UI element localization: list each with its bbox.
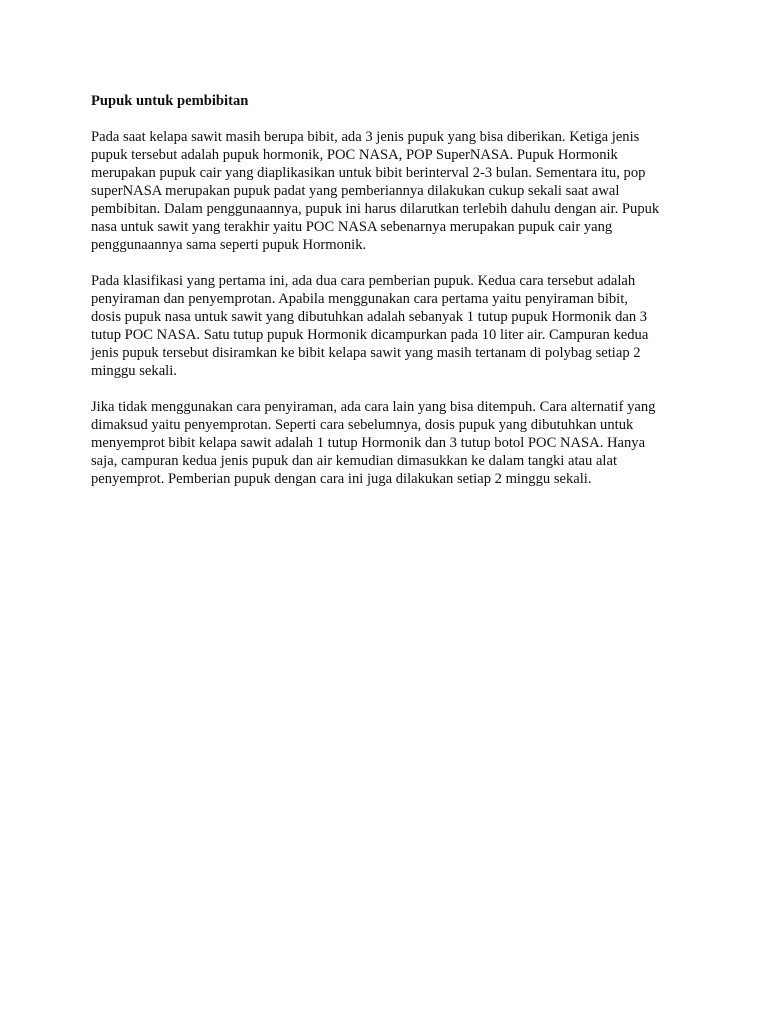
paragraph-line: Pada saat kelapa sawit masih berupa bibit, ada 3 jenis pupuk yang bisa diberikan. Ketiga jenis xyxy=(91,129,640,145)
paragraph-line: minggu sekali. xyxy=(91,363,177,379)
document-body xyxy=(91,92,687,506)
paragraph-line: pupuk tersebut adalah pupuk hormonik, POC NASA, POP SuperNASA. Pupuk Hormonik xyxy=(91,147,618,163)
paragraph-line: menyemprot bibit kelapa sawit adalah 1 tutup Hormonik dan 3 tutup botol POC NASA. Hanya xyxy=(91,435,646,451)
paragraph-line: merupakan pupuk cair yang diaplikasikan untuk bibit berinterval 2-3 bulan. Sementara itu, pop xyxy=(91,165,646,181)
paragraph-line: saja, campuran kedua jenis pupuk dan air kemudian dimasukkan ke dalam tangki atau alat xyxy=(91,453,618,469)
document-title: Pupuk untuk pembibitan xyxy=(91,93,249,109)
paragraph-line: nasa untuk sawit yang terakhir yaitu POC NASA sebenarnya merupakan pupuk cair yang xyxy=(91,219,613,235)
paragraph-line: dosis pupuk nasa untuk sawit yang dibutuhkan adalah sebanyak 1 tutup pupuk Hormonik dan 3 xyxy=(91,309,648,325)
paragraph-line: pembibitan. Dalam penggunaannya, pupuk ini harus dilarutkan terlebih dahulu dengan air. Pupuk xyxy=(91,201,660,217)
paragraph-line: penyemprot. Pemberian pupuk dengan cara ini juga dilakukan setiap 2 minggu sekali. xyxy=(91,471,592,487)
paragraph-line: Pada klasifikasi yang pertama ini, ada dua cara pemberian pupuk. Kedua cara tersebut adalah xyxy=(91,273,636,289)
paragraph-line: superNASA merupakan pupuk padat yang pemberiannya dilakukan cukup sekali saat awal xyxy=(91,183,620,199)
paragraph-line: Jika tidak menggunakan cara penyiraman, ada cara lain yang bisa ditempuh. Cara alternatif yang xyxy=(91,399,656,415)
paragraph-line: tutup POC NASA. Satu tutup pupuk Hormonik dicampurkan pada 10 liter air. Campuran kedua xyxy=(91,327,649,343)
paragraph-1 xyxy=(91,128,687,254)
paragraph-line: penyiraman dan penyemprotan. Apabila menggunakan cara pertama yaitu penyiraman bibit, xyxy=(91,291,628,307)
paragraph-2 xyxy=(91,272,687,380)
paragraph-line: penggunaannya sama seperti pupuk Hormonik. xyxy=(91,237,367,253)
paragraph-3 xyxy=(91,398,687,488)
paragraph-line: jenis pupuk tersebut disiramkan ke bibit kelapa sawit yang masih tertanam di polybag setiap 2 xyxy=(91,345,641,361)
paragraph-line: dimaksud yaitu penyemprotan. Seperti cara sebelumnya, dosis pupuk yang dibutuhkan untuk xyxy=(91,417,634,433)
